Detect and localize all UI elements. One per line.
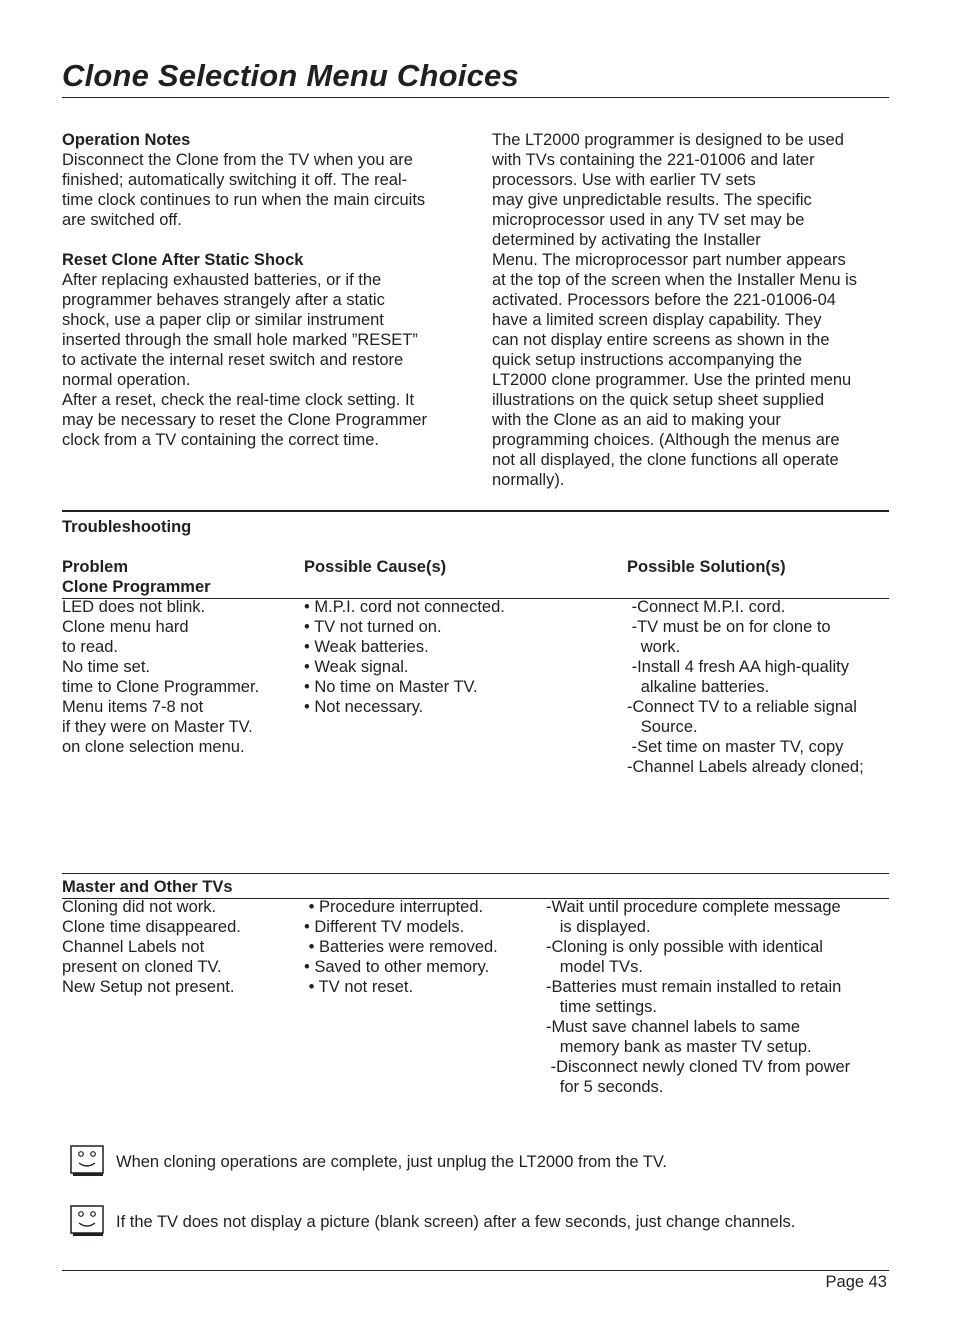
text-line: are switched off.: [62, 211, 182, 229]
text-line: time clock continues to run when the main circuits: [62, 191, 426, 209]
table-cell-line: New Setup not present.: [62, 978, 235, 996]
table-cell-line: Clone time disappeared.: [62, 918, 241, 936]
clone-causes-column: [304, 597, 505, 717]
reset-clone-body: [62, 270, 427, 450]
table-cell-line: -TV must be on for clone to: [627, 618, 831, 636]
master-causes-column: [304, 897, 498, 997]
text-line: Menu. The microprocessor part number appears: [492, 251, 846, 269]
troubleshooting-heading: Troubleshooting: [62, 518, 192, 536]
tip-unplug: When cloning operations are complete, just unplug the LT2000 from the TV.: [116, 1153, 667, 1171]
text-line: normal operation.: [62, 371, 191, 389]
reset-clone-heading: Reset Clone After Static Shock: [62, 251, 304, 269]
section-divider: [62, 873, 889, 874]
table-cell-line: -Connect TV to a reliable signal: [627, 698, 857, 716]
table-cell-line: memory bank as master TV setup.: [546, 1038, 812, 1056]
tv-face-icon: [70, 1205, 104, 1237]
table-cell-line: on clone selection menu.: [62, 738, 245, 756]
page-number: Page 43: [825, 1273, 887, 1291]
text-line: quick setup instructions accompanying the: [492, 351, 803, 369]
text-line: activated. Processors before the 221-01006-04: [492, 291, 836, 309]
text-line: illustrations on the quick setup sheet supplied: [492, 391, 825, 409]
column-header-cause: Possible Cause(s): [304, 558, 447, 576]
table-cell-line: -Must save channel labels to same: [546, 1018, 801, 1036]
table-cell-line: Source.: [627, 718, 698, 736]
table-cell-line: • Not necessary.: [304, 698, 424, 716]
text-line: processors. Use with earlier TV sets: [492, 171, 756, 189]
processor-compatibility-text: [492, 130, 857, 490]
table-cell-line: Cloning did not work.: [62, 898, 217, 916]
text-line: determined by activating the Installer: [492, 231, 761, 249]
table-cell-line: • Weak batteries.: [304, 638, 429, 656]
table-cell-line: • Different TV models.: [304, 918, 465, 936]
text-line: microprocessor used in any TV set may be: [492, 211, 805, 229]
section-clone-programmer: Clone Programmer: [62, 578, 211, 596]
text-line: with the Clone as an aid to making your: [492, 411, 781, 429]
table-cell-line: -Cloning is only possible with identical: [546, 938, 823, 956]
text-line: Disconnect the Clone from the TV when you are: [62, 151, 413, 169]
clone-solutions-column: [627, 597, 864, 777]
text-line: programmer behaves strangely after a static: [62, 291, 385, 309]
master-solutions-column: [546, 897, 850, 1097]
table-cell-line: • TV not reset.: [304, 978, 414, 996]
text-line: with TVs containing the 221-01006 and later: [492, 151, 815, 169]
section-master-other-tvs: Master and Other TVs: [62, 878, 233, 896]
column-header-solution: Possible Solution(s): [627, 558, 786, 576]
table-cell-line: -Batteries must remain installed to retain: [546, 978, 842, 996]
text-line: to activate the internal reset switch and restore: [62, 351, 404, 369]
text-line: shock, use a paper clip or similar instrument: [62, 311, 384, 329]
text-line: LT2000 clone programmer. Use the printed menu: [492, 371, 852, 389]
text-line: not all displayed, the clone functions all operate: [492, 451, 839, 469]
table-cell-line: • Procedure interrupted.: [304, 898, 484, 916]
table-cell-line: for 5 seconds.: [546, 1078, 664, 1096]
operation-notes-body: [62, 150, 425, 230]
tv-face-icon: [70, 1145, 104, 1177]
text-line: programming choices. (Although the menus are: [492, 431, 840, 449]
clone-problems-column: [62, 597, 259, 757]
table-cell-line: present on cloned TV.: [62, 958, 222, 976]
table-cell-line: if they were on Master TV.: [62, 718, 253, 736]
text-line: can not display entire screens as shown in the: [492, 331, 830, 349]
table-cell-line: -Install 4 fresh AA high-quality: [627, 658, 849, 676]
text-line: inserted through the small hole marked ”RESET”: [62, 331, 418, 349]
text-line: clock from a TV containing the correct time.: [62, 431, 379, 449]
table-cell-line: • Batteries were removed.: [304, 938, 498, 956]
table-cell-line: -Channel Labels already cloned;: [627, 758, 864, 776]
text-line: at the top of the screen when the Installer Menu is: [492, 271, 858, 289]
table-cell-line: • Weak signal.: [304, 658, 409, 676]
table-cell-line: is displayed.: [546, 918, 651, 936]
table-cell-line: Menu items 7-8 not: [62, 698, 204, 716]
table-cell-line: Channel Labels not: [62, 938, 205, 956]
title-divider: [62, 97, 889, 98]
text-line: finished; automatically switching it off. The real-: [62, 171, 408, 189]
table-cell-line: • M.P.I. cord not connected.: [304, 598, 505, 616]
master-problems-column: [62, 897, 241, 997]
table-cell-line: • Saved to other memory.: [304, 958, 490, 976]
column-header-problem: Problem: [62, 558, 129, 576]
table-cell-line: -Disconnect newly cloned TV from power: [546, 1058, 851, 1076]
tip-change-channels: If the TV does not display a picture (blank screen) after a few seconds, just change channels.: [116, 1213, 796, 1231]
table-cell-line: time to Clone Programmer.: [62, 678, 260, 696]
text-line: After a reset, check the real-time clock setting. It: [62, 391, 415, 409]
troubleshooting-divider: [62, 510, 889, 512]
table-cell-line: -Set time on master TV, copy: [627, 738, 844, 756]
table-cell-line: -Connect M.P.I. cord.: [627, 598, 786, 616]
table-cell-line: LED does not blink.: [62, 598, 206, 616]
text-line: The LT2000 programmer is designed to be used: [492, 131, 844, 149]
text-line: normally).: [492, 471, 565, 489]
table-cell-line: work.: [627, 638, 681, 656]
page-title: Clone Selection Menu Choices: [62, 58, 519, 93]
operation-notes-heading: Operation Notes: [62, 131, 191, 149]
text-line: may give unpredictable results. The specific: [492, 191, 812, 209]
table-cell-line: No time set.: [62, 658, 151, 676]
footer-divider: [62, 1270, 889, 1271]
table-cell-line: • TV not turned on.: [304, 618, 442, 636]
table-cell-line: to read.: [62, 638, 118, 656]
table-cell-line: Clone menu hard: [62, 618, 189, 636]
table-cell-line: -Wait until procedure complete message: [546, 898, 841, 916]
table-cell-line: time settings.: [546, 998, 657, 1016]
text-line: have a limited screen display capability. They: [492, 311, 822, 329]
text-line: After replacing exhausted batteries, or if the: [62, 271, 382, 289]
table-cell-line: alkaline batteries.: [627, 678, 770, 696]
table-cell-line: • No time on Master TV.: [304, 678, 478, 696]
text-line: may be necessary to reset the Clone Programmer: [62, 411, 427, 429]
table-cell-line: model TVs.: [546, 958, 643, 976]
